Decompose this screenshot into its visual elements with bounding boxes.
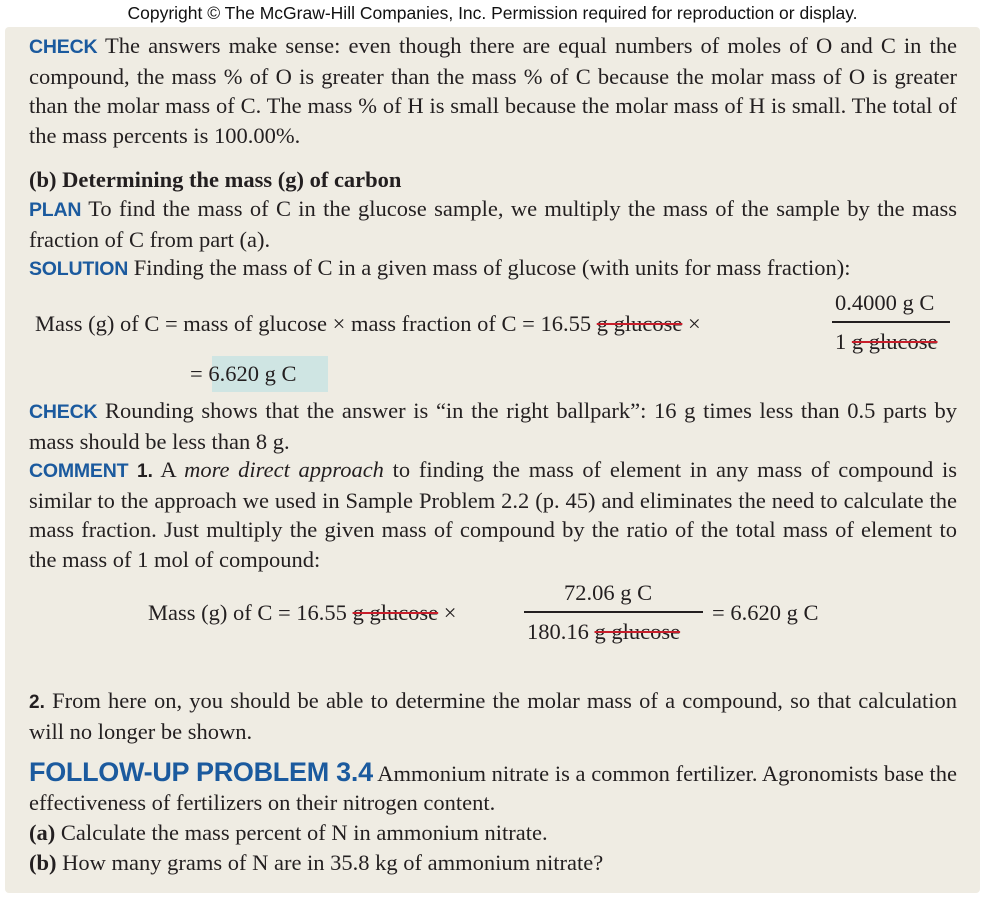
followup-text: Ammonium nitrate is a common fertilizer. Agronomists base the effectiveness of fertilizers on their nitrogen content. — [29, 761, 957, 816]
struck-unit: g glucose — [851, 329, 938, 354]
plan-paragraph — [29, 194, 957, 254]
struck-unit: g glucose — [596, 311, 683, 336]
equation-1-result: = 6.620 g C — [190, 361, 297, 386]
solution-label: SOLUTION — [29, 258, 129, 280]
solution-text: Finding the mass of C in a given mass of glucose (with units for mass fraction): — [128, 255, 851, 280]
plan-label: PLAN — [29, 199, 82, 221]
comment-number: 1. — [137, 461, 153, 482]
check-text: The answers make sense: even though there are equal numbers of moles of O and C in the compound, the mass % of O is greater than the mass % of C because the molar mass of O is greater than the molar mass of C. The mass % of H is small because the molar mass of H is small. The total of the mass percents is 100.00%. — [29, 33, 957, 148]
equation-2-denominator: 180.16 g glucose — [527, 619, 681, 644]
comment-label: COMMENT — [29, 460, 129, 482]
plan-text: To find the mass of C in the glucose sample, we multiply the mass of the sample by the mass fraction of C from part (a). — [29, 196, 957, 253]
followup-part-b: (b) How many grams of N are in 35.8 kg of ammonium nitrate? — [29, 850, 604, 875]
equation-2-numerator: 72.06 g C — [564, 580, 653, 605]
check-paragraph — [29, 31, 957, 150]
check-2-text: Rounding shows that the answer is “in the right ballpark”: 16 g times less than 0.5 parts by mass should be less than 8 g. — [29, 398, 957, 455]
comment-paragraph: COMMENT 1. A more direct approach to finding the mass of element in any mass of compound is similar to the approach we used in Sample Problem 2.2 (p. 45) and eliminates the need to calculate the mass fraction. Just multiply the given mass of compound by the ratio of the total mass of element to the mass of 1 mol of compound: — [29, 457, 957, 572]
check-label: CHECK — [29, 36, 98, 58]
equation-2-result: = 6.620 g C — [712, 600, 819, 625]
copyright-notice: Copyright © The McGraw-Hill Companies, Inc. Permission required for reproduction or display. — [127, 3, 858, 23]
comment-emphasis: more direct approach — [184, 457, 384, 482]
part-b-heading: (b) Determining the mass (g) of carbon — [29, 167, 402, 192]
equation-1-numerator: 0.4000 g C — [835, 290, 935, 315]
check-2-paragraph — [29, 396, 957, 456]
equation-1-lhs: Mass (g) of C = mass of glucose × mass fraction of C = 16.55 g glucose × — [35, 311, 701, 336]
check-2-label: CHECK — [29, 401, 98, 423]
followup-label: FOLLOW-UP PROBLEM 3.4 — [29, 757, 373, 787]
solution-paragraph — [29, 253, 957, 284]
equation-1-fraction-bar — [832, 321, 950, 323]
equation-2-fraction-bar — [524, 611, 703, 613]
equation-2-lhs: Mass (g) of C = 16.55 g glucose × — [148, 600, 457, 625]
comment-2-number: 2. — [29, 692, 45, 713]
struck-unit: g glucose — [594, 619, 681, 644]
struck-unit: g glucose — [352, 600, 439, 625]
comment-2-paragraph: 2. From here on, you should be able to determine the molar mass of a compound, so that calculation will no longer be shown. — [29, 688, 957, 745]
followup-paragraph — [29, 758, 957, 817]
equation-1-denominator: 1 g glucose — [835, 329, 938, 354]
followup-part-a: (a) Calculate the mass percent of N in ammonium nitrate. — [29, 820, 548, 845]
